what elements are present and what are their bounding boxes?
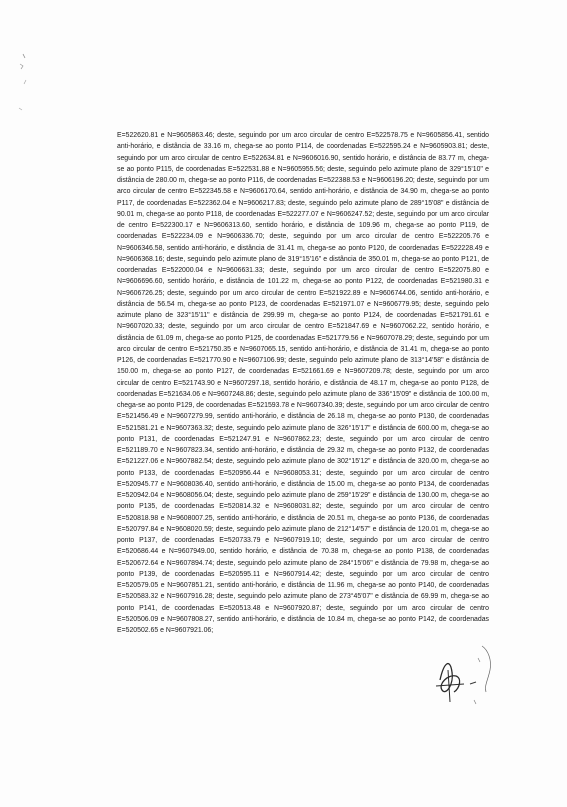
signature-icon <box>430 640 500 712</box>
corner-scribble-icon <box>14 50 34 120</box>
legal-description-text: E=522620.81 e N=9605863.46; deste, seguindo por um arco circular de centro E=522578.75 e N=9605856.41, sentido anti-horário, e distância de 33.16 m, chega-se ao ponto P114, de coordenadas E=522595.24 e N=9605903.81; deste, seguindo por um arco circular de centro E=522634.81 e N=9606016.90, sentido horário, e distância de 83.77 m, chega-se ao ponto P115, de coordenadas E=522531.88 e N=9605955.56; deste, seguindo pelo azimute plano de 329°15'10" e distância de 280.00 m, chega-se ao ponto P116, de coordenadas E=522388.53 e N=9606196.20; deste, seguindo por um arco circular de centro E=522345.58 e N=9606170.64, sentido anti-horário, e distância de 34.90 m, chega-se ao ponto P117, de coordenadas E=522362.04 e N=9606217.83; deste, seguindo pelo azimute plano de 289°15'08" e distância de 90.01 m, chega-se ao ponto P118, de coordenadas E=522277.07 e N=9606247.52; deste, seguindo por um arco circular de centro E=522300.17 e N=9606313.60, sentido horário, e distância de 109.96 m, chega-se ao ponto P119, de coordenadas E=522234.09 e N=9606336.70; deste, seguindo por um arco circular de centro E=522205.76 e N=9606346.58, sentido anti-horário, e distância de 31.41 m, chega-se ao ponto P120, de coordenadas E=522228.49 e N=9606368.16; deste, seguindo pelo azimute plano de 319°15'16" e distância de 350.01 m, chega-se ao ponto P121, de coordenadas E=522000.04 e N=9606631.33; deste, seguindo por um arco circular de centro E=522075.80 e N=9606696.60, sentido horário, e distância de 101.22 m, chega-se ao ponto P122, de coordenadas E=521980.31 e N=9606726.25; deste, seguindo por um arco circular de centro E=521922.89 e N=9606744.06, sentido anti-horário, e distância de 56.54 m, chega-se ao ponto P123, de coordenadas E=521971.07 e N=9606779.95; deste, seguindo pelo azimute plano de 323°15'11" e distância de 299.99 m, chega-se ao ponto P124, de coordenadas E=521791.61 e N=9607020.33; deste, seguindo por um arco circular de centro E=521847.69 e N=9607062.22, sentido horário, e distância de 61.09 m, chega-se ao ponto P125, de coordenadas E=521779.56 e N=9607078.29; deste, seguindo por um arco circular de centro E=521750.35 e N=9607065.15, sentido anti-horário, e distância de 31.41 m, chega-se ao ponto P126, de coordenadas E=521770.90 e N=9607106.99; deste, seguindo pelo azimute plano de 313°14'58" e distância de 150.00 m, chega-se ao ponto P127, de coordenadas E=521661.69 e N=9607209.78; deste, seguindo por um arco circular de centro E=521743.90 e N=9607297.18, sentido horário, e distância de 48.17 m, chega-se ao ponto P128, de coordenadas E=521634.06 e N=9607248.86; deste, seguindo pelo azimute plano de 336°15'09" e distância de 100.00 m, chega-se ao ponto P129, de coordenadas E=521593.78 e N=9607340.39; deste, seguindo por um arco circular de centro E=521456.49 e N=9607279.99, sentido anti-horário, e distância de 26.18 m, chega-se ao ponto P130, de coordenadas E=521581.21 e N=9607363.32; deste, seguindo pelo azimute plano de 326°15'17" e distância de 600.00 m, chega-se ao ponto P131, de coordenadas E=521247.91 e N=9607862.23; deste, seguindo por um arco circular de centro E=521189.70 e N=9607823.34, sentido anti-horário, e distância de 29.32 m, chega-se ao ponto P132, de coordenadas E=521227.06 e N=9607882.54; deste, seguindo pelo azimute plano de 302°15'12" e distância de 320.00 m, chega-se ao ponto P133, de coordenadas E=520956.44 e N=9608053.31; deste, seguindo por um arco circular de centro E=520945.77 e N=9608036.40, sentido anti-horário, e distância de 15.00 m, chega-se ao ponto P134, de coordenadas E=520942.04 e N=9608056.04; deste, seguindo pelo azimute plano de 259°15'29" e distância de 130.00 m, chega-se ao ponto P135, de coordenadas E=520814.32 e N=9608031.82; deste, seguindo por um arco circular de centro E=520818.98 e N=9608007.25, sentido anti-horário, e distância de 20.51 m, chega-se ao ponto P136, de coordenadas E=520797.84 e N=9608020.59; deste, seguindo pelo azimute plano de 212°14'57" e distância de 120.01 m, chega-se ao ponto P137, de coordenadas E=520733.79 e N=9607919.10; deste, seguindo por um arco circular de centro E=520686.44 e N=9607949.00, sentido horário, e distância de 70.38 m, chega-se ao ponto P138, de coordenadas E=520672.64 e N=9607894.74; deste, seguindo pelo azimute plano de 284°15'06" e distância de 79.98 m, chega-se ao ponto P139, de coordenadas E=520595.11 e N=9607914.42; deste, seguindo por um arco circular de centro E=520579.05 e N=9607851.21, sentido anti-horário, e distância de 11.96 m, chega-se ao ponto P140, de coordenadas E=520583.32 e N=9607916.28; deste, seguindo pelo azimute plano de 273°45'07" e distância de 69.99 m, chega-se ao ponto P141, de coordenadas E=520513.48 e N=9607920.87; deste, seguindo por um arco circular de centro E=520506.09 e N=9607808.27, sentido anti-horário, e distância de 10.84 m, chega-se ao ponto P142, de coordenadas E=520502.65 e N=9607921.06; <box>117 132 489 634</box>
